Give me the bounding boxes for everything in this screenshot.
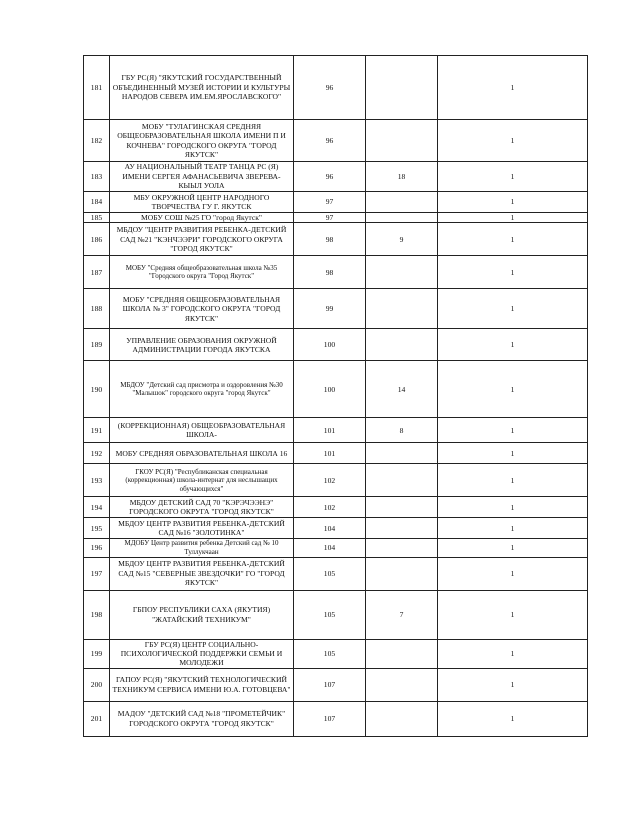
table-row: [84, 668, 588, 701]
organization-name-cell: МБДОУ "ЦЕНТР РАЗВИТИЯ РЕБЕНКА-ДЕТСКИЙ САД №21 "КЭНЧЭЭРИ" ГОРОДСКОГО ОКРУГА "ГОРОД ЯКУТСК": [110, 223, 294, 256]
organization-name-cell: ГБУ РС(Я) "ЯКУТСКИЙ ГОСУДАРСТВЕННЫЙ ОБЪЕДИНЕННЫЙ МУЗЕЙ ИСТОРИИ И КУЛЬТУРЫ НАРОДОВ СЕВЕРА ИМ.ЕМ.ЯРОСЛАВСКОГО": [110, 56, 294, 120]
organization-name-cell: МОБУ "ТУЛАГИНСКАЯ СРЕДНЯЯ ОБЩЕОБРАЗОВАТЕЛЬНАЯ ШКОЛА ИМЕНИ П И КОЧНЕВА" ГОРОДСКОГО ОКРУГА "ГОРОД ЯКУТСК": [110, 120, 294, 162]
value-b-cell: [366, 192, 438, 213]
row-number-cell: 187: [84, 256, 110, 289]
value-a-cell: 96: [294, 120, 366, 162]
table-row: [84, 590, 588, 639]
value-c-cell: 1: [438, 701, 588, 736]
value-c-cell: 1: [438, 192, 588, 213]
organization-name-cell: ГБПОУ РЕСПУБЛИКИ САХА (ЯКУТИЯ) "ЖАТАЙСКИЙ ТЕХНИКУМ": [110, 590, 294, 639]
value-b-cell: [366, 668, 438, 701]
organization-name-cell: МОБУ "СРЕДНЯЯ ОБЩЕОБРАЗОВАТЕЛЬНАЯ ШКОЛА № 3" ГОРОДСКОГО ОКРУГА "ГОРОД ЯКУТСК": [110, 289, 294, 329]
table-row: [84, 539, 588, 557]
organization-name-cell: АУ НАЦИОНАЛЬНЫЙ ТЕАТР ТАНЦА РС (Я) ИМЕНИ СЕРГЕЯ АФАНАСЬЕВИЧА ЗВЕРЕВА-КЫЫЛ УОЛА: [110, 162, 294, 192]
value-b-cell: 7: [366, 590, 438, 639]
table-row: [84, 464, 588, 497]
organization-name-cell: (КОРРЕКЦИОННАЯ) ОБЩЕОБРАЗОВАТЕЛЬНАЯ ШКОЛА-: [110, 418, 294, 443]
value-b-cell: [366, 256, 438, 289]
value-c-cell: 1: [438, 539, 588, 557]
value-c-cell: 1: [438, 518, 588, 539]
value-b-cell: [366, 289, 438, 329]
value-a-cell: 105: [294, 590, 366, 639]
value-b-cell: 9: [366, 223, 438, 256]
table-row: [84, 192, 588, 213]
value-b-cell: [366, 639, 438, 668]
table-row: [84, 256, 588, 289]
value-b-cell: [366, 120, 438, 162]
organization-name-cell: МБДОУ ЦЕНТР РАЗВИТИЯ РЕБЕНКА-ДЕТСКИЙ САД №15 "СЕВЕРНЫЕ ЗВЕЗДОЧКИ" ГО "ГОРОД ЯКУТСК": [110, 557, 294, 590]
organization-name-cell: ГАПОУ РС(Я) "ЯКУТСКИЙ ТЕХНОЛОГИЧЕСКИЙ ТЕХНИКУМ СЕРВИСА ИМЕНИ Ю.А. ГОТОВЦЕВА": [110, 668, 294, 701]
value-b-cell: 8: [366, 418, 438, 443]
table-row: [84, 639, 588, 668]
table-row: [84, 361, 588, 418]
row-number-cell: 182: [84, 120, 110, 162]
value-b-cell: [366, 329, 438, 361]
organizations-table: [83, 55, 588, 737]
table-row: [84, 701, 588, 736]
organization-name-cell: ГБУ РС(Я) ЦЕНТР СОЦИАЛЬНО-ПСИХОЛОГИЧЕСКОЙ ПОДДЕРЖКИ СЕМЬИ И МОЛОДЕЖИ: [110, 639, 294, 668]
value-a-cell: 100: [294, 329, 366, 361]
value-b-cell: [366, 56, 438, 120]
value-c-cell: 1: [438, 56, 588, 120]
value-c-cell: 1: [438, 223, 588, 256]
value-b-cell: [366, 518, 438, 539]
table-row: [84, 518, 588, 539]
value-c-cell: 1: [438, 162, 588, 192]
value-c-cell: 1: [438, 464, 588, 497]
row-number-cell: 201: [84, 701, 110, 736]
table-row: [84, 497, 588, 518]
value-a-cell: 105: [294, 557, 366, 590]
table-row: [84, 289, 588, 329]
value-c-cell: 1: [438, 120, 588, 162]
row-number-cell: 198: [84, 590, 110, 639]
row-number-cell: 181: [84, 56, 110, 120]
organization-name-cell: МОБУ "Средняя общеобразовательная школа №35 "Городского округа "Город Якутск": [110, 256, 294, 289]
row-number-cell: 188: [84, 289, 110, 329]
row-number-cell: 191: [84, 418, 110, 443]
value-a-cell: 101: [294, 443, 366, 464]
row-number-cell: 185: [84, 213, 110, 223]
table-row: [84, 213, 588, 223]
organization-name-cell: МБУ ОКРУЖНОЙ ЦЕНТР НАРОДНОГО ТВОРЧЕСТВА ГУ Г. ЯКУТСК: [110, 192, 294, 213]
value-a-cell: 100: [294, 361, 366, 418]
document-page: [83, 55, 587, 737]
value-a-cell: 97: [294, 192, 366, 213]
row-number-cell: 186: [84, 223, 110, 256]
table-row: [84, 557, 588, 590]
row-number-cell: 189: [84, 329, 110, 361]
organization-name-cell: МБДОУ "Детский сад присмотра и оздоровления №30 "Малышок" городского округа "город Якутск": [110, 361, 294, 418]
row-number-cell: 200: [84, 668, 110, 701]
row-number-cell: 192: [84, 443, 110, 464]
table-row: [84, 120, 588, 162]
table-row: [84, 443, 588, 464]
value-a-cell: 98: [294, 256, 366, 289]
organization-name-cell: МОБУ СРЕДНЯЯ ОБРАЗОВАТЕЛЬНАЯ ШКОЛА 16: [110, 443, 294, 464]
row-number-cell: 184: [84, 192, 110, 213]
value-b-cell: [366, 539, 438, 557]
row-number-cell: 199: [84, 639, 110, 668]
value-c-cell: 1: [438, 329, 588, 361]
value-a-cell: 102: [294, 497, 366, 518]
value-b-cell: [366, 464, 438, 497]
value-c-cell: 1: [438, 289, 588, 329]
organization-name-cell: УПРАВЛЕНИЕ ОБРАЗОВАНИЯ ОКРУЖНОЙ АДМИНИСТРАЦИИ ГОРОДА ЯКУТСКА: [110, 329, 294, 361]
row-number-cell: 183: [84, 162, 110, 192]
value-a-cell: 107: [294, 668, 366, 701]
row-number-cell: 196: [84, 539, 110, 557]
value-b-cell: [366, 213, 438, 223]
table-row: [84, 162, 588, 192]
value-c-cell: 1: [438, 668, 588, 701]
row-number-cell: 194: [84, 497, 110, 518]
value-a-cell: 101: [294, 418, 366, 443]
value-c-cell: 1: [438, 497, 588, 518]
table-row: [84, 418, 588, 443]
value-b-cell: [366, 443, 438, 464]
organization-name-cell: МБДОУ ДЕТСКИЙ САД 70 "КЭРЭЧЭЭНЭ" ГОРОДСКОГО ОКРУГА "ГОРОД ЯКУТСК": [110, 497, 294, 518]
value-b-cell: 14: [366, 361, 438, 418]
value-c-cell: 1: [438, 443, 588, 464]
value-b-cell: [366, 497, 438, 518]
value-a-cell: 98: [294, 223, 366, 256]
value-c-cell: 1: [438, 639, 588, 668]
value-c-cell: 1: [438, 590, 588, 639]
value-a-cell: 104: [294, 518, 366, 539]
row-number-cell: 195: [84, 518, 110, 539]
value-a-cell: 96: [294, 56, 366, 120]
table-row: [84, 56, 588, 120]
value-b-cell: [366, 557, 438, 590]
organization-name-cell: МАДОУ "ДЕТСКИЙ САД №18 "ПРОМЕТЕЙЧИК" ГОРОДСКОГО ОКРУГА "ГОРОД ЯКУТСК": [110, 701, 294, 736]
value-c-cell: 1: [438, 418, 588, 443]
value-b-cell: [366, 701, 438, 736]
value-a-cell: 96: [294, 162, 366, 192]
value-a-cell: 102: [294, 464, 366, 497]
value-a-cell: 104: [294, 539, 366, 557]
value-a-cell: 99: [294, 289, 366, 329]
row-number-cell: 190: [84, 361, 110, 418]
value-c-cell: 1: [438, 256, 588, 289]
value-c-cell: 1: [438, 213, 588, 223]
organization-name-cell: МДОБУ Центр развития ребенка Детский сад № 10 Туллукчаан: [110, 539, 294, 557]
value-c-cell: 1: [438, 557, 588, 590]
value-a-cell: 97: [294, 213, 366, 223]
value-a-cell: 105: [294, 639, 366, 668]
value-b-cell: 18: [366, 162, 438, 192]
organization-name-cell: МОБУ СОШ №25 ГО "город Якутск": [110, 213, 294, 223]
organization-name-cell: МБДОУ ЦЕНТР РАЗВИТИЯ РЕБЕНКА-ДЕТСКИЙ САД №16 "ЗОЛОТИНКА": [110, 518, 294, 539]
table-row: [84, 329, 588, 361]
organization-name-cell: ГКОУ РС(Я) "Республиканская специальная (коррекционная) школа-интернат для неслышащих обучающихся": [110, 464, 294, 497]
value-c-cell: 1: [438, 361, 588, 418]
table-row: [84, 223, 588, 256]
value-a-cell: 107: [294, 701, 366, 736]
row-number-cell: 197: [84, 557, 110, 590]
row-number-cell: 193: [84, 464, 110, 497]
